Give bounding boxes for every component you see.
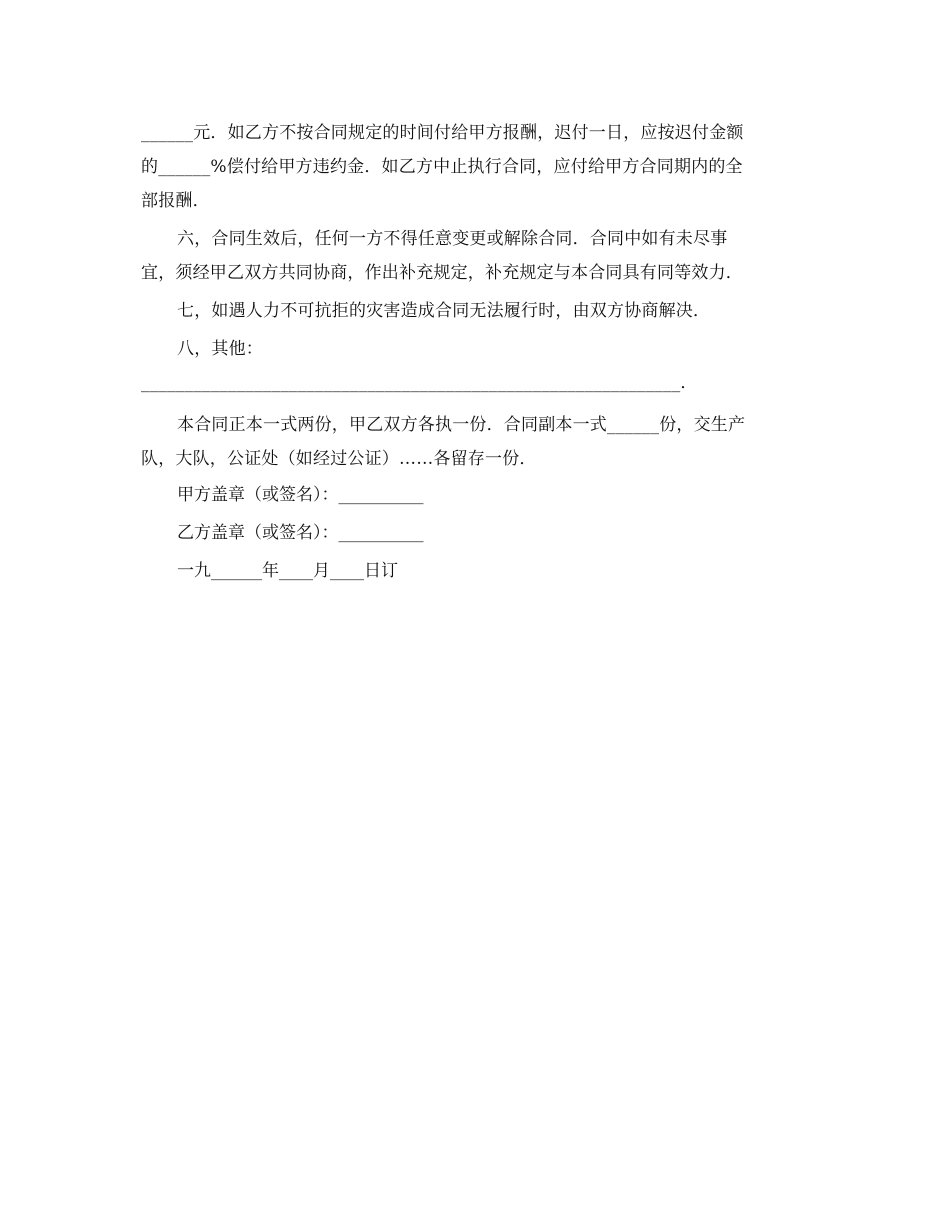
clause-8-heading: 八，其他： — [177, 339, 263, 359]
signing-date: 一九______年____月____日订 — [177, 561, 398, 581]
contract-body — [141, 116, 801, 590]
party-b-signature: 乙方盖章（或签名）：__________ — [177, 523, 424, 543]
clause-8-blank-line: ______________________________________________________________． — [141, 373, 698, 393]
clause-6-line-1: 六，合同生效后，任何一方不得任意变更或解除合同．合同中如有未尽事 — [177, 229, 728, 249]
clause-5-line-2: 的______%偿付给甲方违约金．如乙方中止执行合同，应付给甲方合同期内的全 — [141, 157, 743, 177]
clause-6-line-2: 宜，须经甲乙双方共同协商，作出补充规定，补充规定与本合同具有同等效力． — [141, 263, 743, 283]
clause-5-line-1: ______元．如乙方不按合同规定的时间付给甲方报酬，迟付一日，应按迟付金额 — [141, 123, 744, 143]
copies-paragraph-line-1: 本合同正本一式两份，甲乙双方各执一份．合同副本一式______份，交生产 — [177, 415, 746, 435]
copies-paragraph-line-2: 队，大队，公证处（如经过公证）……各留存一份． — [141, 449, 537, 469]
clause-7: 七，如遇人力不可抗拒的灾害造成合同无法履行时，由双方协商解决． — [177, 301, 711, 321]
clause-5-line-3: 部报酬． — [141, 191, 210, 211]
party-a-signature: 甲方盖章（或签名）：__________ — [177, 485, 424, 505]
